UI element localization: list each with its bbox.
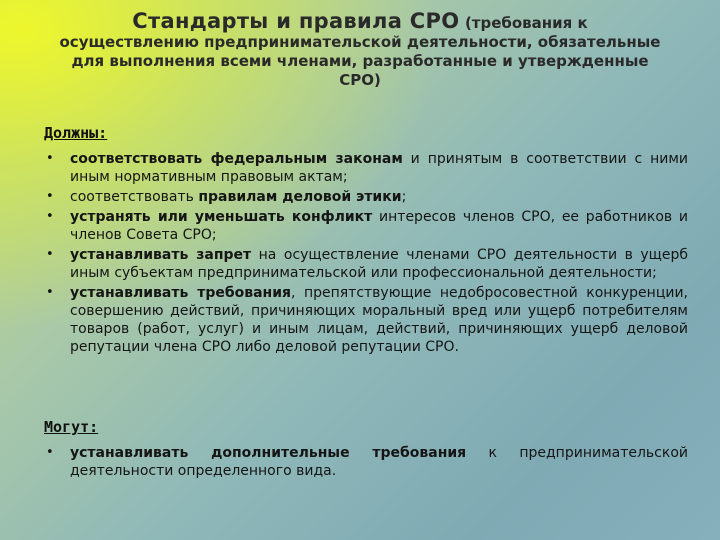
title-sub-line-2: осуществлению предпринимательской деятельности, обязательные (59, 33, 661, 51)
item-text: , препятствующие недобросовестной конкуренции, совершению действий, причиняющих моральный вред или ущерб потребителям товаров (работ, услуг) и иным лицам, действий, причиняющих ущерб деловой репутации члена СРО либо деловой репутации СРО. (70, 285, 688, 355)
bullet-icon: • (46, 285, 54, 300)
slide-title (20, 9, 700, 90)
item-text: интересов членов СРО, ее работников и членов Совета СРО; (70, 209, 688, 243)
item-bold-text: устанавливать требования (70, 285, 292, 301)
list-item (44, 150, 688, 186)
bullet-icon: • (46, 445, 54, 460)
bullet-icon: • (46, 151, 54, 166)
item-bold-text: устанавливать запрет (70, 247, 252, 263)
item-bold-text: устранять или уменьшать конфликт (70, 209, 373, 225)
may-heading: Могут: (44, 418, 99, 436)
item-bold-text: правилам деловой этики (198, 189, 402, 205)
title-main: Стандарты и правила СРО (132, 9, 460, 33)
item-text: к предпринимательской деятельности определенного вида. (70, 445, 688, 479)
title-sub-line-3: для выполнения всеми членами, разработанные и утвержденные (71, 52, 649, 70)
list-item (44, 208, 688, 244)
title-sub-line-4: СРО) (339, 71, 381, 89)
must-list (44, 150, 688, 358)
bullet-icon: • (46, 209, 54, 224)
item-bold-text: устанавливать дополнительные требования (70, 445, 467, 461)
item-text: и принятым в соответствии с ними иным нормативным правовым актам; (70, 151, 688, 185)
item-text: соответствовать (70, 189, 199, 205)
bullet-icon: • (46, 247, 54, 262)
item-text: ; (401, 189, 407, 205)
item-bold-text: соответствовать федеральным законам (70, 151, 403, 167)
list-item (44, 188, 688, 206)
title-sub-inline: (требования к (464, 14, 588, 32)
list-item (44, 246, 688, 282)
list-item (44, 284, 688, 356)
may-list (44, 444, 688, 482)
bullet-icon: • (46, 189, 54, 204)
must-heading: Должны: (44, 124, 108, 142)
item-text: на осуществление членами СРО деятельности в ущерб иным субъектам предпринимательской или профессиональной деятельности; (70, 247, 688, 281)
list-item (44, 444, 688, 480)
